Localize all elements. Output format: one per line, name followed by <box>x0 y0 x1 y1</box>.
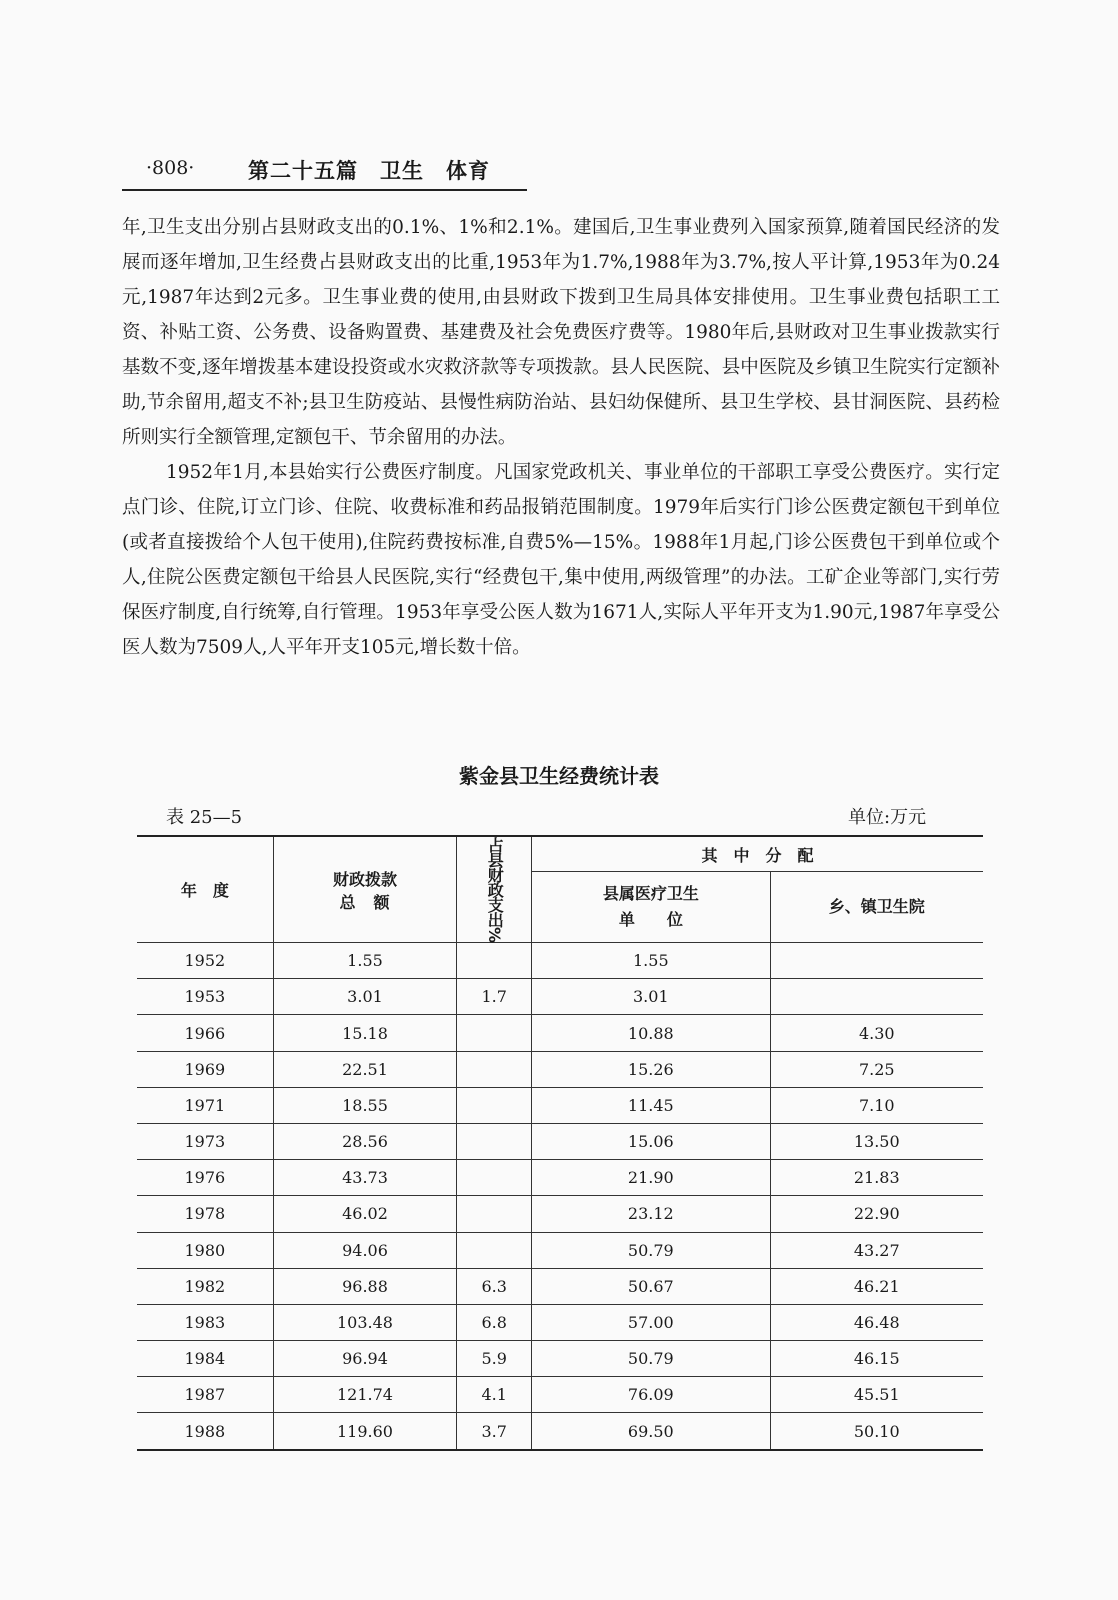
cell-pct: 5.9 <box>457 1341 532 1377</box>
cell-pct: 4.1 <box>457 1377 532 1413</box>
cell-total: 28.56 <box>273 1123 457 1159</box>
cell-town <box>770 979 983 1015</box>
cell-year: 1980 <box>137 1232 273 1268</box>
cell-pct <box>457 1015 532 1051</box>
cell-town: 22.90 <box>770 1196 983 1232</box>
cell-pct <box>457 1160 532 1196</box>
header-county <box>532 872 770 943</box>
cell-town: 4.30 <box>770 1015 983 1051</box>
table-row <box>137 1377 983 1413</box>
cell-pct <box>457 1123 532 1159</box>
cell-year: 1984 <box>137 1341 273 1377</box>
table-row <box>137 1015 983 1051</box>
table-row <box>137 1341 983 1377</box>
cell-town: 46.48 <box>770 1304 983 1340</box>
chapter-title <box>248 155 512 185</box>
table-row <box>137 1232 983 1268</box>
table-row <box>137 1196 983 1232</box>
table-row <box>137 1087 983 1123</box>
table-row <box>137 943 983 979</box>
cell-pct: 6.8 <box>457 1304 532 1340</box>
cell-county: 76.09 <box>532 1377 770 1413</box>
table-unit: 单位:万元 <box>848 807 927 828</box>
cell-total: 96.94 <box>273 1341 457 1377</box>
cell-year: 1982 <box>137 1268 273 1304</box>
cell-county: 50.79 <box>532 1232 770 1268</box>
funding-table <box>137 835 983 1451</box>
cell-total: 46.02 <box>273 1196 457 1232</box>
cell-total: 43.73 <box>273 1160 457 1196</box>
cell-year: 1978 <box>137 1196 273 1232</box>
cell-year: 1973 <box>137 1123 273 1159</box>
cell-total: 121.74 <box>273 1377 457 1413</box>
cell-town: 43.27 <box>770 1232 983 1268</box>
cell-pct: 1.7 <box>457 979 532 1015</box>
cell-county: 23.12 <box>532 1196 770 1232</box>
cell-total: 18.55 <box>273 1087 457 1123</box>
header-total <box>273 836 457 943</box>
cell-total: 15.18 <box>273 1015 457 1051</box>
cell-county: 57.00 <box>532 1304 770 1340</box>
cell-pct <box>457 1196 532 1232</box>
table-row <box>137 1413 983 1450</box>
table-number: 表 25—5 <box>166 807 243 828</box>
cell-year: 1952 <box>137 943 273 979</box>
page-number: ·808· <box>146 157 195 179</box>
cell-pct: 3.7 <box>457 1413 532 1450</box>
cell-county: 50.67 <box>532 1268 770 1304</box>
cell-town: 13.50 <box>770 1123 983 1159</box>
cell-town: 21.83 <box>770 1160 983 1196</box>
cell-town: 46.15 <box>770 1341 983 1377</box>
paragraph-2: 1952年1月,本县始实行公费医疗制度。凡国家党政机关、事业单位的干部职工享受公费医疗。实行定点门诊、住院,订立门诊、住院、收费标准和药品报销范围制度。1979年后实行门诊公医费定额包干到单位(或者直接拨给个人包干使用),住院药费按标准,自费5%—15%。1988年1月起,门诊公医费包干到单位或个人,住院公医费定额包干给县人民医院,实行“经费包干,集中使用,两级管理”的办法。工矿企业等部门,实行劳保医疗制度,自行统筹,自行管理。1953年享受公医人数为1671人,实际人平年开支为1.90元,1987年享受公医人数为7509人,人平年开支105元,增长数十倍。 <box>122 462 1000 658</box>
cell-county: 11.45 <box>532 1087 770 1123</box>
table-row <box>137 1160 983 1196</box>
table-row <box>137 979 983 1015</box>
cell-year: 1969 <box>137 1051 273 1087</box>
cell-year: 1987 <box>137 1377 273 1413</box>
table-row <box>137 1304 983 1340</box>
cell-county: 21.90 <box>532 1160 770 1196</box>
section-health: 卫生 <box>380 159 424 183</box>
cell-county: 50.79 <box>532 1341 770 1377</box>
header-pct <box>457 836 532 943</box>
table-row <box>137 1051 983 1087</box>
cell-year: 1966 <box>137 1015 273 1051</box>
header-total-line1: 财政拨款 <box>332 869 397 889</box>
paragraph-1: 年,卫生支出分别占县财政支出的0.1%、1%和2.1%。建国后,卫生事业费列入国家预算,随着国民经济的发展而逐年增加,卫生经费占县财政支出的比重,1953年为1.7%,1988年为3.7%,按人平计算,1953年为0.24元,1987年达到2元多。卫生事业费的使用,由县财政下拨到卫生局具体安排使用。卫生事业费包括职工工资、补贴工资、公务费、设备购置费、基建费及社会免费医疗费等。1980年后,县财政对卫生事业拨款实行基数不变,逐年增拨基本建设投资或水灾救济款等专项拨款。县人民医院、县中医院及乡镇卫生院实行定额补助,节余留用,超支不补;县卫生防疫站、县慢性病防治站、县妇幼保健所、县卫生学校、县甘洞医院、县药检所则实行全额管理,定额包干、节余留用的办法。 <box>122 217 1000 448</box>
cell-pct <box>457 943 532 979</box>
table-row <box>137 1268 983 1304</box>
cell-town <box>770 943 983 979</box>
cell-pct <box>457 1232 532 1268</box>
cell-year: 1971 <box>137 1087 273 1123</box>
cell-total: 1.55 <box>273 943 457 979</box>
cell-pct <box>457 1051 532 1087</box>
cell-pct: 6.3 <box>457 1268 532 1304</box>
cell-total: 22.51 <box>273 1051 457 1087</box>
header-county-line1: 县属医疗卫生 <box>602 884 699 904</box>
part-label: 第二十五篇 <box>248 159 358 183</box>
table-row <box>137 1123 983 1159</box>
header-town: 乡、镇卫生院 <box>770 872 983 943</box>
cell-pct <box>457 1087 532 1123</box>
header-total-line2: 总 额 <box>339 892 391 912</box>
cell-town: 7.10 <box>770 1087 983 1123</box>
cell-county: 1.55 <box>532 943 770 979</box>
cell-total: 94.06 <box>273 1232 457 1268</box>
page-header <box>122 155 527 191</box>
cell-town: 7.25 <box>770 1051 983 1087</box>
cell-year: 1983 <box>137 1304 273 1340</box>
header-distribution: 其 中 分 配 <box>532 836 983 872</box>
body-text <box>122 210 1000 665</box>
header-pct-text: 占县财政支出% <box>485 837 505 943</box>
cell-total: 119.60 <box>273 1413 457 1450</box>
table-title: 紫金县卫生经费统计表 <box>459 764 659 788</box>
cell-total: 96.88 <box>273 1268 457 1304</box>
cell-town: 45.51 <box>770 1377 983 1413</box>
header-year: 年 度 <box>137 836 273 943</box>
cell-county: 10.88 <box>532 1015 770 1051</box>
cell-total: 103.48 <box>273 1304 457 1340</box>
cell-county: 3.01 <box>532 979 770 1015</box>
cell-year: 1976 <box>137 1160 273 1196</box>
cell-county: 15.26 <box>532 1051 770 1087</box>
cell-town: 46.21 <box>770 1268 983 1304</box>
cell-county: 15.06 <box>532 1123 770 1159</box>
cell-year: 1988 <box>137 1413 273 1450</box>
cell-county: 69.50 <box>532 1413 770 1450</box>
cell-total: 3.01 <box>273 979 457 1015</box>
cell-town: 50.10 <box>770 1413 983 1450</box>
header-county-line2: 单 位 <box>618 910 683 930</box>
section-sports: 体育 <box>446 159 490 183</box>
cell-year: 1953 <box>137 979 273 1015</box>
